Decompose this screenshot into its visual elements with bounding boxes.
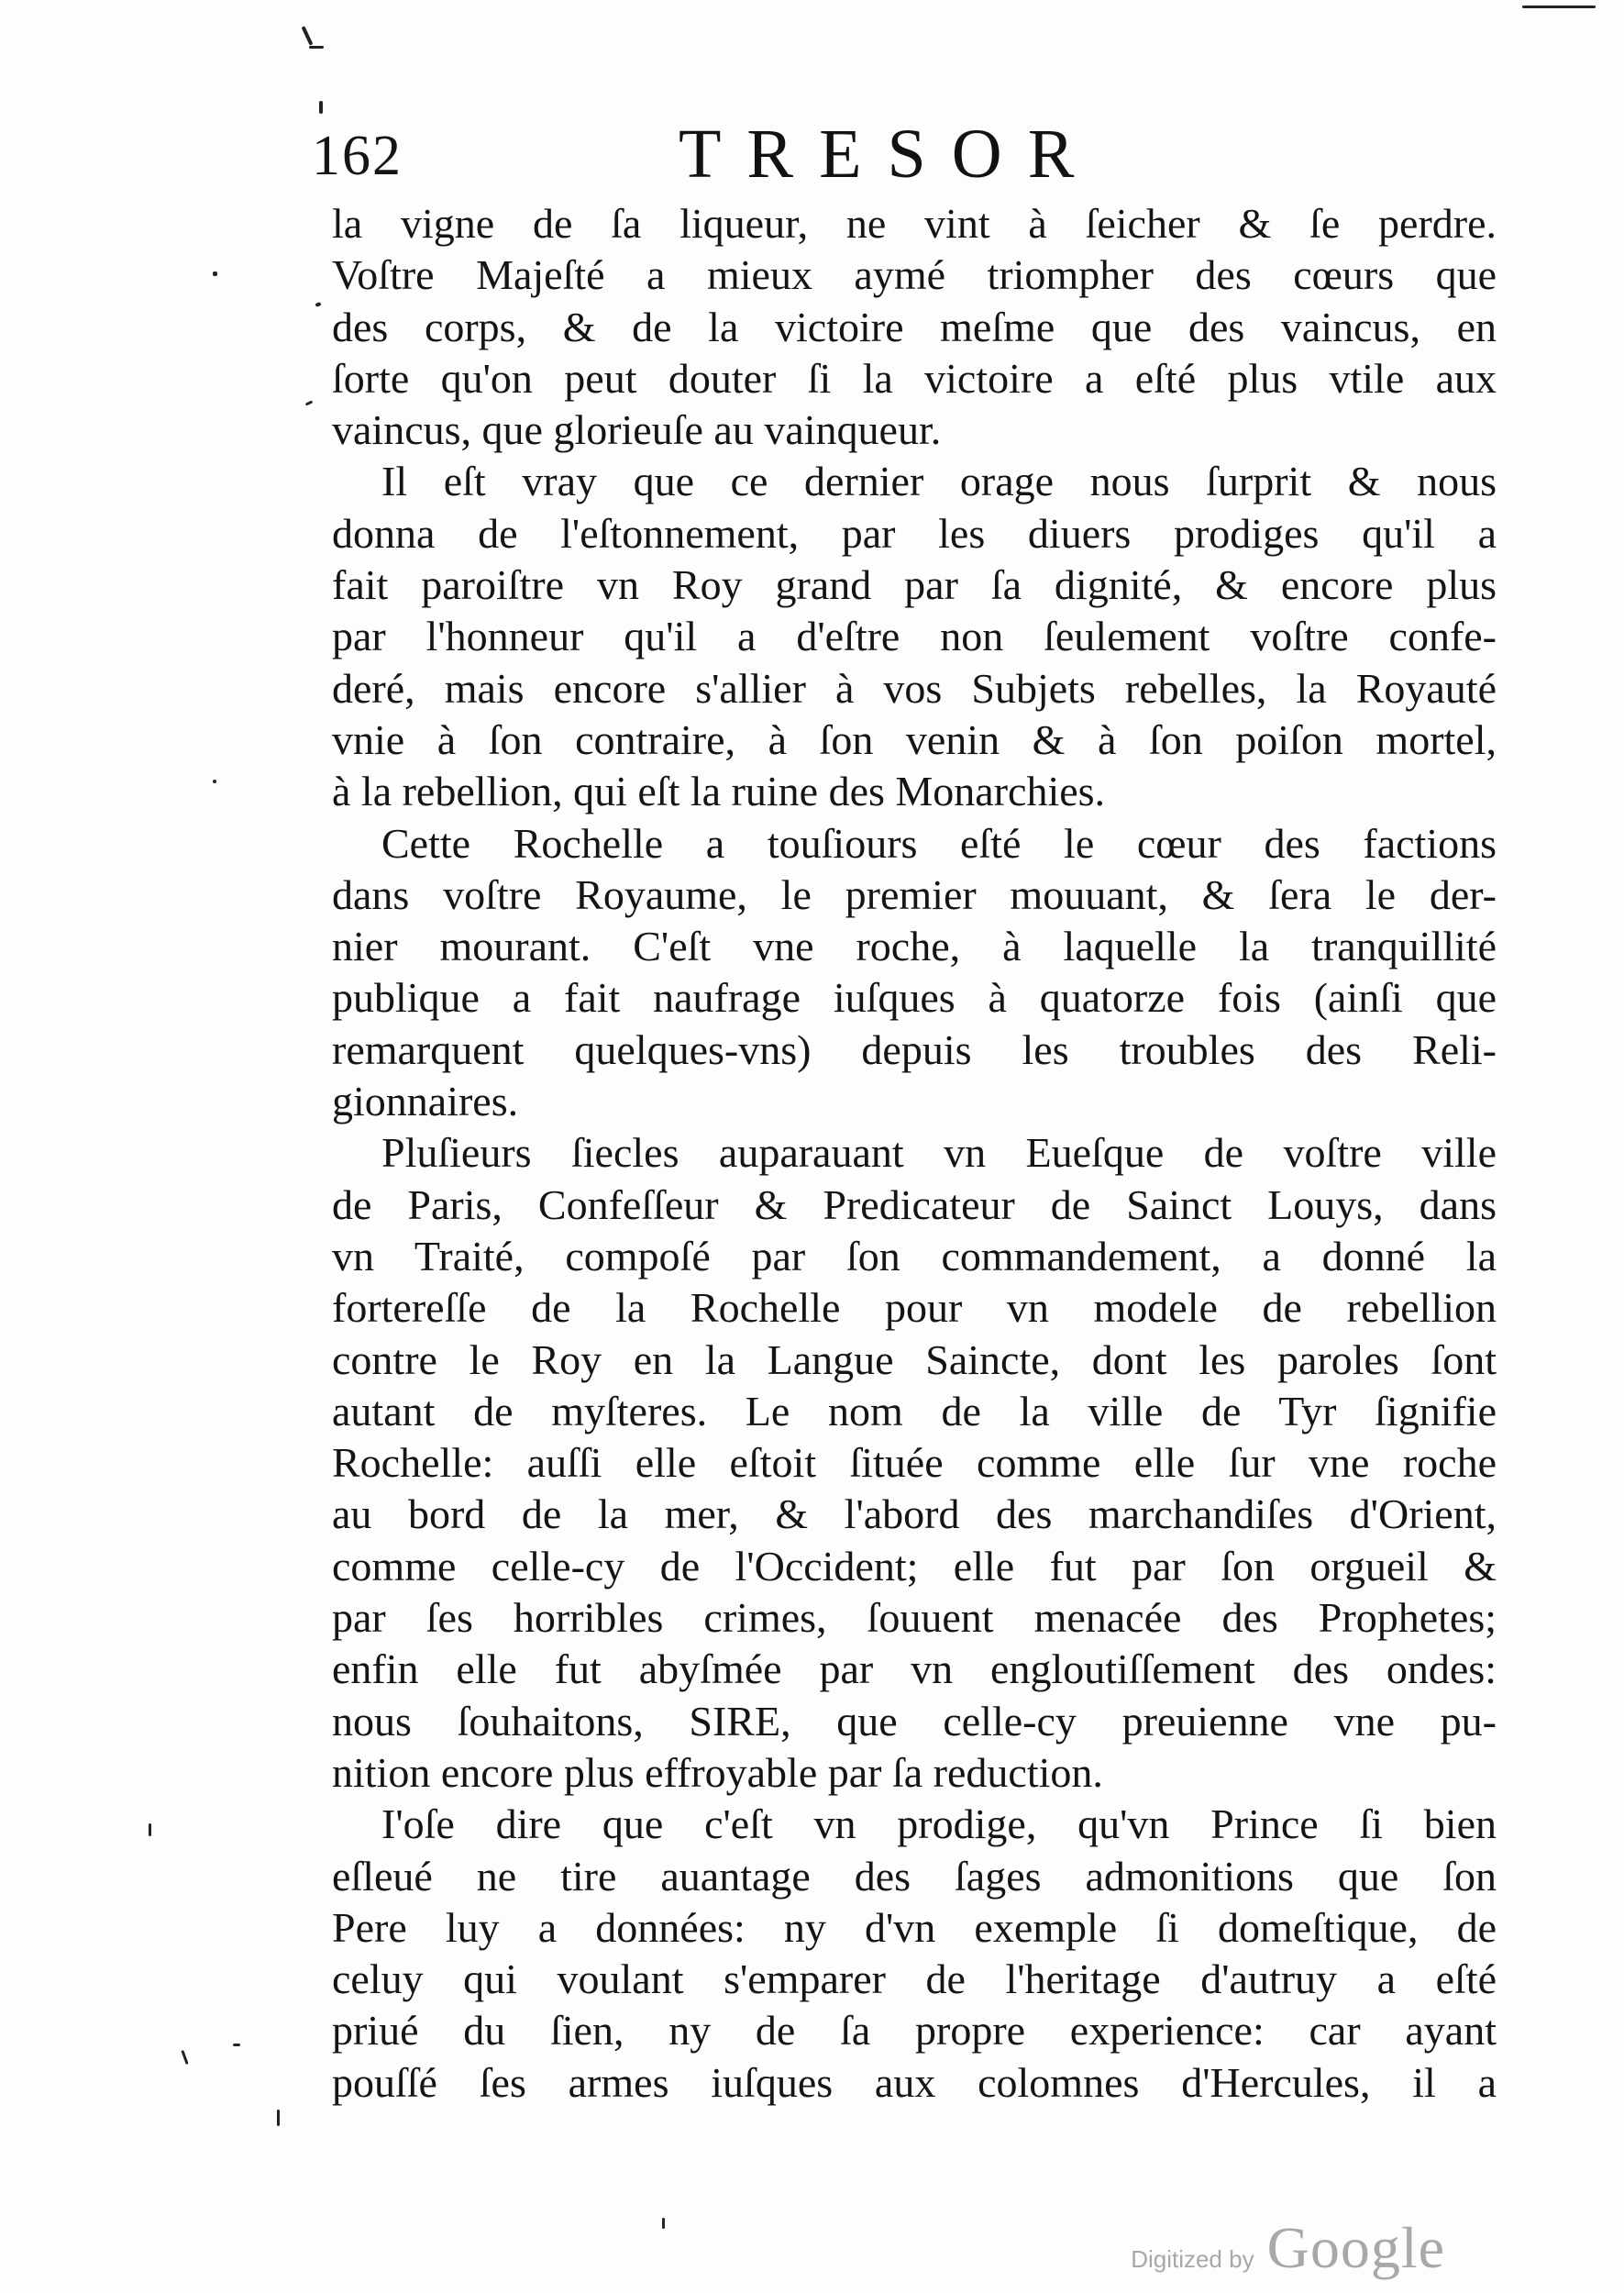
text-line: nier mourant. C'eſt vne roche, à laquelle la tranquillité	[332, 923, 1497, 970]
text-line: remarquent quelques-vns) depuis les troubles des Reli-	[332, 1025, 1497, 1073]
text-line: Voſtre Majeſté a mieux aymé triompher des cœurs que	[332, 251, 1497, 299]
text-line: Il eſt vray que ce dernier orage nous ſurprit & nous	[381, 458, 1497, 505]
text-line: autant de myſteres. Le nom de la ville de Tyr ſignifie	[332, 1387, 1497, 1435]
text-line: par l'honneur qu'il a d'eſtre non ſeulement voſtre confe-	[332, 613, 1497, 660]
text-line: de Paris, Confeſſeur & Predicateur de Sainct Louys, dans	[332, 1180, 1497, 1228]
paragraph	[332, 456, 1497, 817]
paragraph	[332, 818, 1497, 1128]
text-line: eſleué ne tire auantage des ſages admonitions que ſon	[332, 1852, 1497, 1900]
text-line: ſorte qu'on peut douter ſi la victoire a eſté plus vtile aux	[332, 354, 1497, 402]
scan-speck	[233, 2044, 240, 2046]
text-line: deré, mais encore s'allier à vos Subjets rebelles, la Royauté	[332, 664, 1497, 712]
scan-speck	[213, 271, 217, 276]
text-line: Pluſieurs ſiecles auparauant vn Eueſque de voſtre ville	[381, 1129, 1497, 1177]
google-logo: Google	[1266, 2215, 1445, 2280]
scan-speck	[1522, 6, 1596, 8]
paragraph	[332, 198, 1497, 456]
text-line: gionnaires.	[332, 1078, 519, 1125]
text-line: nous ſouhaitons, SIRE, que celle-cy preuienne vne pu-	[332, 1697, 1497, 1745]
text-line: publique a fait naufrage iuſques à quatorze fois (ainſi que	[332, 974, 1497, 1022]
page-header	[0, 110, 1624, 202]
scan-speck	[302, 26, 314, 46]
text-line: vnie à ſon contraire, à ſon venin & à ſon poiſon mortel,	[332, 715, 1497, 763]
text-line: priué du ſien, ny de ſa propre experience: car ayant	[332, 2007, 1497, 2055]
scan-speck	[213, 780, 216, 783]
text-line: Pere luy a données: ny d'vn exemple ſi domeſtique, de	[332, 1903, 1497, 1951]
text-line: par ſes horribles crimes, ſouuent menacée des Prophetes;	[332, 1594, 1497, 1642]
text-line: fait paroiſtre vn Roy grand par ſa dignité, & encore plus	[332, 561, 1497, 609]
text-line: comme celle-cy de l'Occident; elle fut par ſon orgueil &	[332, 1542, 1497, 1590]
text-line: nition encore plus effroyable par ſa reduction.	[332, 1748, 1103, 1796]
text-line: la vigne de ſa liqueur, ne vint à ſeicher & ſe perdre.	[332, 200, 1497, 247]
scan-speck	[662, 2218, 665, 2229]
text-line: au bord de la mer, & l'abord des marchandiſes d'Orient,	[332, 1490, 1497, 1538]
text-line: enfin elle fut abyſmée par vn engloutiſſement des ondes:	[332, 1645, 1497, 1693]
scan-speck	[315, 302, 321, 307]
text-line: pouſſé ſes armes iuſques aux colomnes d'Hercules, il a	[332, 2058, 1497, 2106]
watermark-label: Digitized by	[1131, 2245, 1254, 2273]
text-line: I'oſe dire que c'eſt vn prodige, qu'vn Prince ſi bien	[381, 1800, 1497, 1848]
paragraph	[332, 1127, 1497, 1799]
text-line: fortereſſe de la Rochelle pour vn modele de rebellion	[332, 1284, 1497, 1332]
scan-speck	[149, 1823, 151, 1836]
scan-speck	[181, 2050, 188, 2065]
scan-speck	[309, 46, 324, 49]
running-title: TRESOR	[679, 116, 1100, 193]
body-text	[332, 198, 1497, 2109]
scan-speck	[305, 400, 314, 405]
text-line: Cette Rochelle a touſiours eſté le cœur des factions	[381, 819, 1497, 867]
text-line: Rochelle: auſſi elle eſtoit ſituée comme elle ſur vne roche	[332, 1439, 1497, 1487]
text-line: dans voſtre Royaume, le premier mouuant, & ſera le der-	[332, 870, 1497, 918]
page-number: 162	[312, 125, 403, 187]
paragraph	[332, 1799, 1497, 2109]
text-line: des corps, & de la victoire meſme que des vaincus, en	[332, 303, 1497, 350]
text-line: vaincus, que glorieuſe au vainqueur.	[332, 406, 942, 454]
digitization-watermark	[1131, 2214, 1445, 2282]
text-line: celuy qui voulant s'emparer de l'heritage d'autruy a eſté	[332, 1955, 1497, 2003]
scan-speck	[277, 2110, 280, 2126]
text-line: contre le Roy en la Langue Saincte, dont les paroles ſont	[332, 1335, 1497, 1383]
text-line: donna de l'eſtonnement, par les diuers prodiges qu'il a	[332, 509, 1497, 557]
text-line: vn Traité, compoſé par ſon commandement, a donné la	[332, 1232, 1497, 1279]
text-line: à la rebellion, qui eſt la ruine des Monarchies.	[332, 768, 1106, 815]
